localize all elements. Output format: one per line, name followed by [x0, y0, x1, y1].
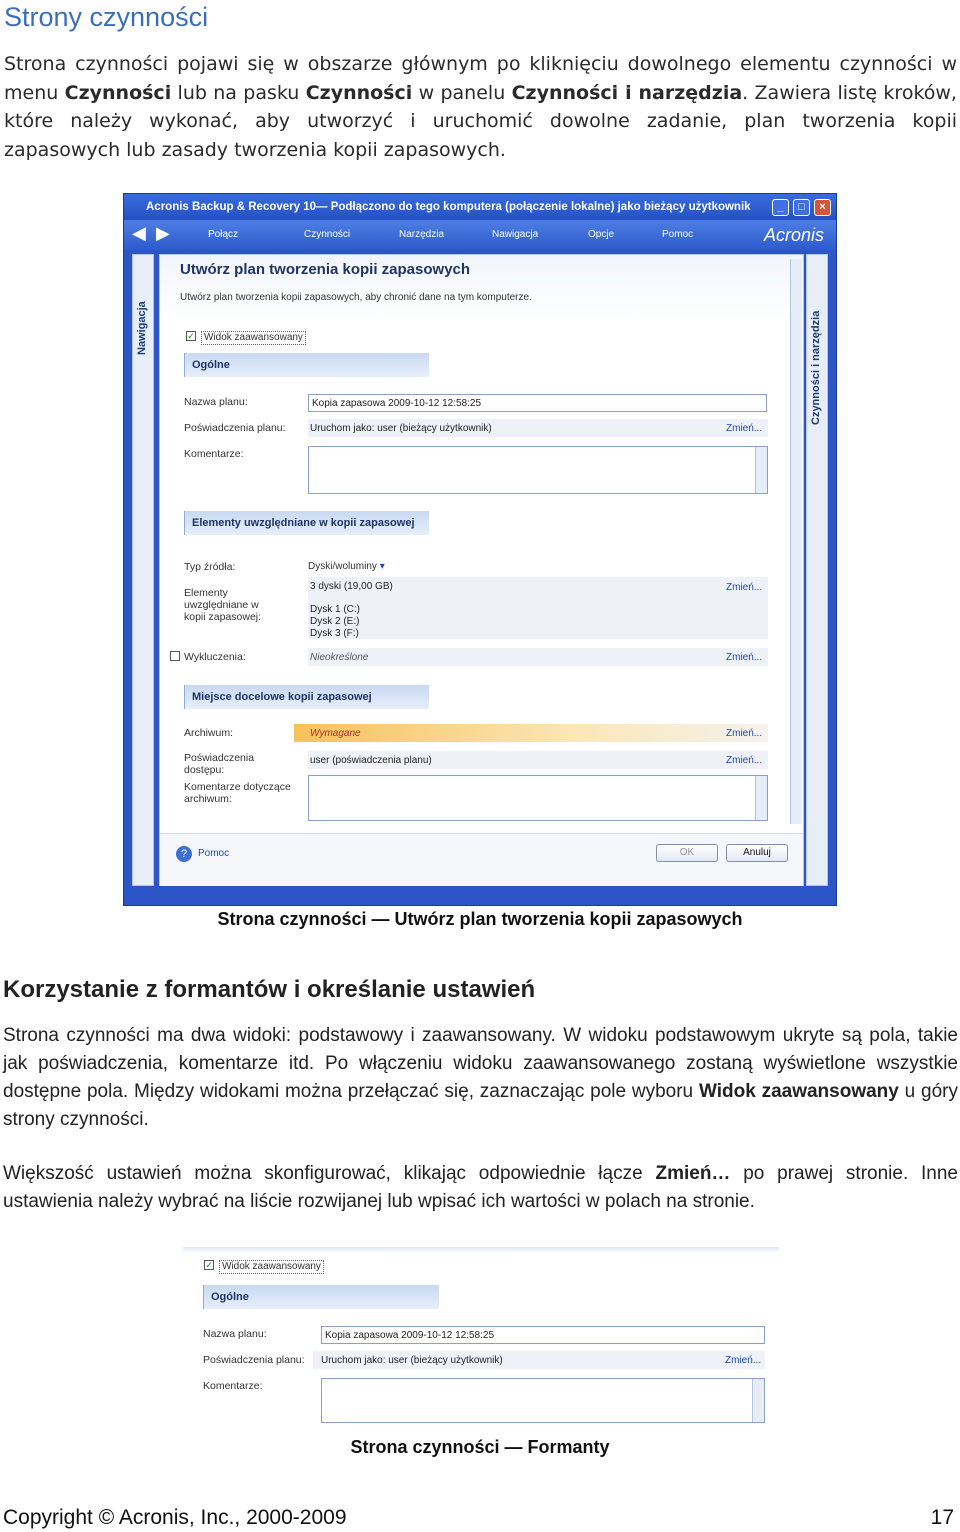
comments-textarea[interactable]	[308, 446, 768, 494]
backup-items-summary: 3 dyski (19,00 GB)	[310, 581, 393, 592]
disk-3: Dysk 3 (F:)	[310, 628, 359, 639]
archive-value: Wymagane	[310, 728, 361, 739]
change-access-link[interactable]: Zmień...	[726, 755, 763, 766]
change-archive-link[interactable]: Zmień...	[726, 728, 763, 739]
advanced-view-checkbox[interactable]: ✓	[187, 331, 195, 341]
snap-top-edge	[183, 1247, 779, 1253]
backup-items-label: Elementy uwzględniane w kopii zapasowej:	[184, 587, 262, 623]
exclusions-label: Wykluczenia:	[184, 651, 246, 663]
plan-name-input-2[interactable]	[321, 1326, 765, 1344]
plan-name-input[interactable]	[308, 394, 767, 412]
disk-2: Dysk 2 (E:)	[310, 616, 360, 627]
source-type-dropdown[interactable]	[308, 561, 385, 572]
archive-comments-label: Komentarze dotyczące archiwum:	[184, 781, 291, 805]
comments-label: Komentarze:	[184, 448, 244, 460]
change-exclusions-link[interactable]: Zmień...	[726, 652, 763, 663]
close-icon[interactable]: ×	[814, 199, 831, 216]
app-window-screenshot	[123, 193, 837, 906]
plan-name-label-2: Nazwa planu:	[203, 1328, 267, 1340]
figure-caption-2: Strona czynności — Formanty	[350, 1437, 610, 1457]
figure-caption-1: Strona czynności — Utwórz plan tworzenia kopii zapasowych	[217, 909, 743, 929]
views-paragraph: Strona czynności ma dwa widoki: podstawowy i zaawansowany. W widoku podstawowym ukryte są pola, takie jak poświadczenia, komentarze itd. Po włączeniu widoku zaawansowanego zostaną wyświetlone wszystkie dostępne pola. Między widokami można przełączać się, zaznaczając pole wyboru Widok zaawansowany u góry strony czynności.	[3, 1025, 958, 1130]
page-heading: Strony czynności	[4, 2, 209, 32]
items-section: Elementy uwzględniane w kopii zapasowej	[184, 511, 429, 535]
destination-section: Miejsce docelowe kopii zapasowej	[184, 685, 429, 709]
page-scrollbar[interactable]	[790, 259, 802, 824]
plan-credentials-label-2: Poświadczenia planu:	[203, 1354, 305, 1366]
plan-name-value-2: Kopia zapasowa 2009-10-12 12:58:25	[325, 1330, 495, 1341]
forward-icon[interactable]: ▶	[156, 223, 170, 243]
action-page-header	[160, 255, 803, 321]
comments-label-2: Komentarze:	[203, 1380, 263, 1392]
comments-scrollbar[interactable]	[755, 447, 767, 493]
disk-1: Dysk 1 (C:)	[310, 604, 360, 615]
page-number: 17	[930, 1506, 954, 1529]
access-credentials-label: Poświadczenia dostępu:	[184, 752, 255, 776]
source-type-value: Dyski/woluminy	[308, 561, 377, 572]
cancel-button[interactable]: Anuluj	[726, 844, 788, 862]
window-title: Acronis Backup & Recovery 10— Podłączono do tego komputera (połączenie lokalne) jako bieżący użytkownik	[146, 201, 751, 213]
general-section: Ogólne	[184, 353, 429, 377]
controls-screenshot	[183, 1247, 779, 1425]
source-type-label: Typ źródła:	[184, 561, 236, 573]
access-credentials-value: user (poświadczenia planu)	[310, 755, 432, 766]
maximize-icon[interactable]: □	[793, 199, 810, 216]
archive-comments-scrollbar[interactable]	[755, 776, 767, 820]
menu-bar	[124, 220, 836, 250]
exclusions-checkbox[interactable]	[170, 651, 180, 661]
archive-label: Archiwum:	[184, 727, 234, 739]
change-items-link[interactable]: Zmień...	[726, 582, 763, 593]
ok-button[interactable]: OK	[656, 844, 718, 862]
advanced-view-checkbox-2[interactable]: ✓	[205, 1260, 213, 1270]
back-icon[interactable]: ◀	[132, 223, 146, 243]
action-page-title: Utwórz plan tworzenia kopii zapasowych	[180, 261, 471, 278]
action-page	[159, 254, 804, 886]
advanced-view-label[interactable]: Widok zaawansowany	[201, 331, 306, 345]
navigation-pane[interactable]	[132, 254, 154, 886]
plan-name-label: Nazwa planu:	[184, 396, 248, 408]
help-icon[interactable]: ?	[176, 846, 192, 862]
exclusions-row	[308, 648, 768, 666]
acronis-logo: Acronis	[763, 225, 824, 245]
actions-label: Czynności i narzędzia	[810, 310, 822, 425]
help-link[interactable]: Pomoc	[198, 848, 230, 859]
menu-polacz[interactable]: Połącz	[208, 229, 239, 240]
action-page-subtitle: Utwórz plan tworzenia kopii zapasowych, aby chronić dane na tym komputerze.	[180, 292, 532, 303]
chevron-down-icon: ▾	[379, 561, 385, 572]
navigation-label: Nawigacja	[136, 301, 148, 355]
plan-credentials-label: Poświadczenia planu:	[184, 422, 286, 434]
copyright: Copyright © Acronis, Inc., 2000-2009	[3, 1506, 347, 1529]
menu-narzedzia[interactable]: Narzędzia	[399, 229, 445, 240]
plan-name-value: Kopia zapasowa 2009-10-12 12:58:25	[312, 398, 482, 409]
archive-row	[294, 724, 768, 742]
settings-paragraph: Większość ustawień można skonfigurować, klikając odpowiednie łącze Zmień… po prawej stronie. Inne ustawienia należy wybrać na liście rozwijanej lub wpisać ich wartości w polach na stronie.	[3, 1163, 958, 1212]
minimize-icon[interactable]: _	[772, 199, 789, 216]
menu-pomoc[interactable]: Pomoc	[662, 229, 694, 240]
change-credentials-link[interactable]: Zmień...	[726, 423, 763, 434]
plan-credentials-value-2: Uruchom jako: user (bieżący użytkownik)	[321, 1355, 503, 1366]
advanced-view-label-2[interactable]: Widok zaawansowany	[219, 1260, 324, 1274]
general-section-2: Ogólne	[203, 1285, 439, 1309]
actions-pane[interactable]	[806, 254, 828, 886]
menu-nawigacja[interactable]: Nawigacja	[492, 229, 539, 240]
action-page-footer	[160, 833, 803, 886]
archive-comments-textarea[interactable]	[308, 775, 768, 821]
title-bar	[124, 194, 836, 220]
comments-textarea-2[interactable]	[321, 1378, 765, 1423]
comments-scrollbar-2[interactable]	[752, 1379, 764, 1422]
menu-czynnosci[interactable]: Czynności	[304, 229, 351, 240]
exclusions-value: Nieokreślone	[310, 652, 369, 663]
change-credentials-link-2[interactable]: Zmień...	[725, 1355, 762, 1366]
plan-credentials-value: Uruchom jako: user (bieżący użytkownik)	[310, 423, 492, 434]
menu-opcje[interactable]: Opcje	[588, 229, 615, 240]
intro-paragraph: Strona czynności pojawi się w obszarze głównym po kliknięciu dowolnego elementu czynności w menu Czynności lub na pasku Czynności w panelu Czynności i narzędzia. Zawiera listę kroków, które należy wykonać, aby utworzyć i uruchomić dowolne zadanie, plan tworzenia kopii zapasowych lub zasady tworzenia kopii zapasowych.	[4, 53, 957, 161]
section-heading: Korzystanie z formantów i określanie ustawień	[3, 976, 536, 1003]
